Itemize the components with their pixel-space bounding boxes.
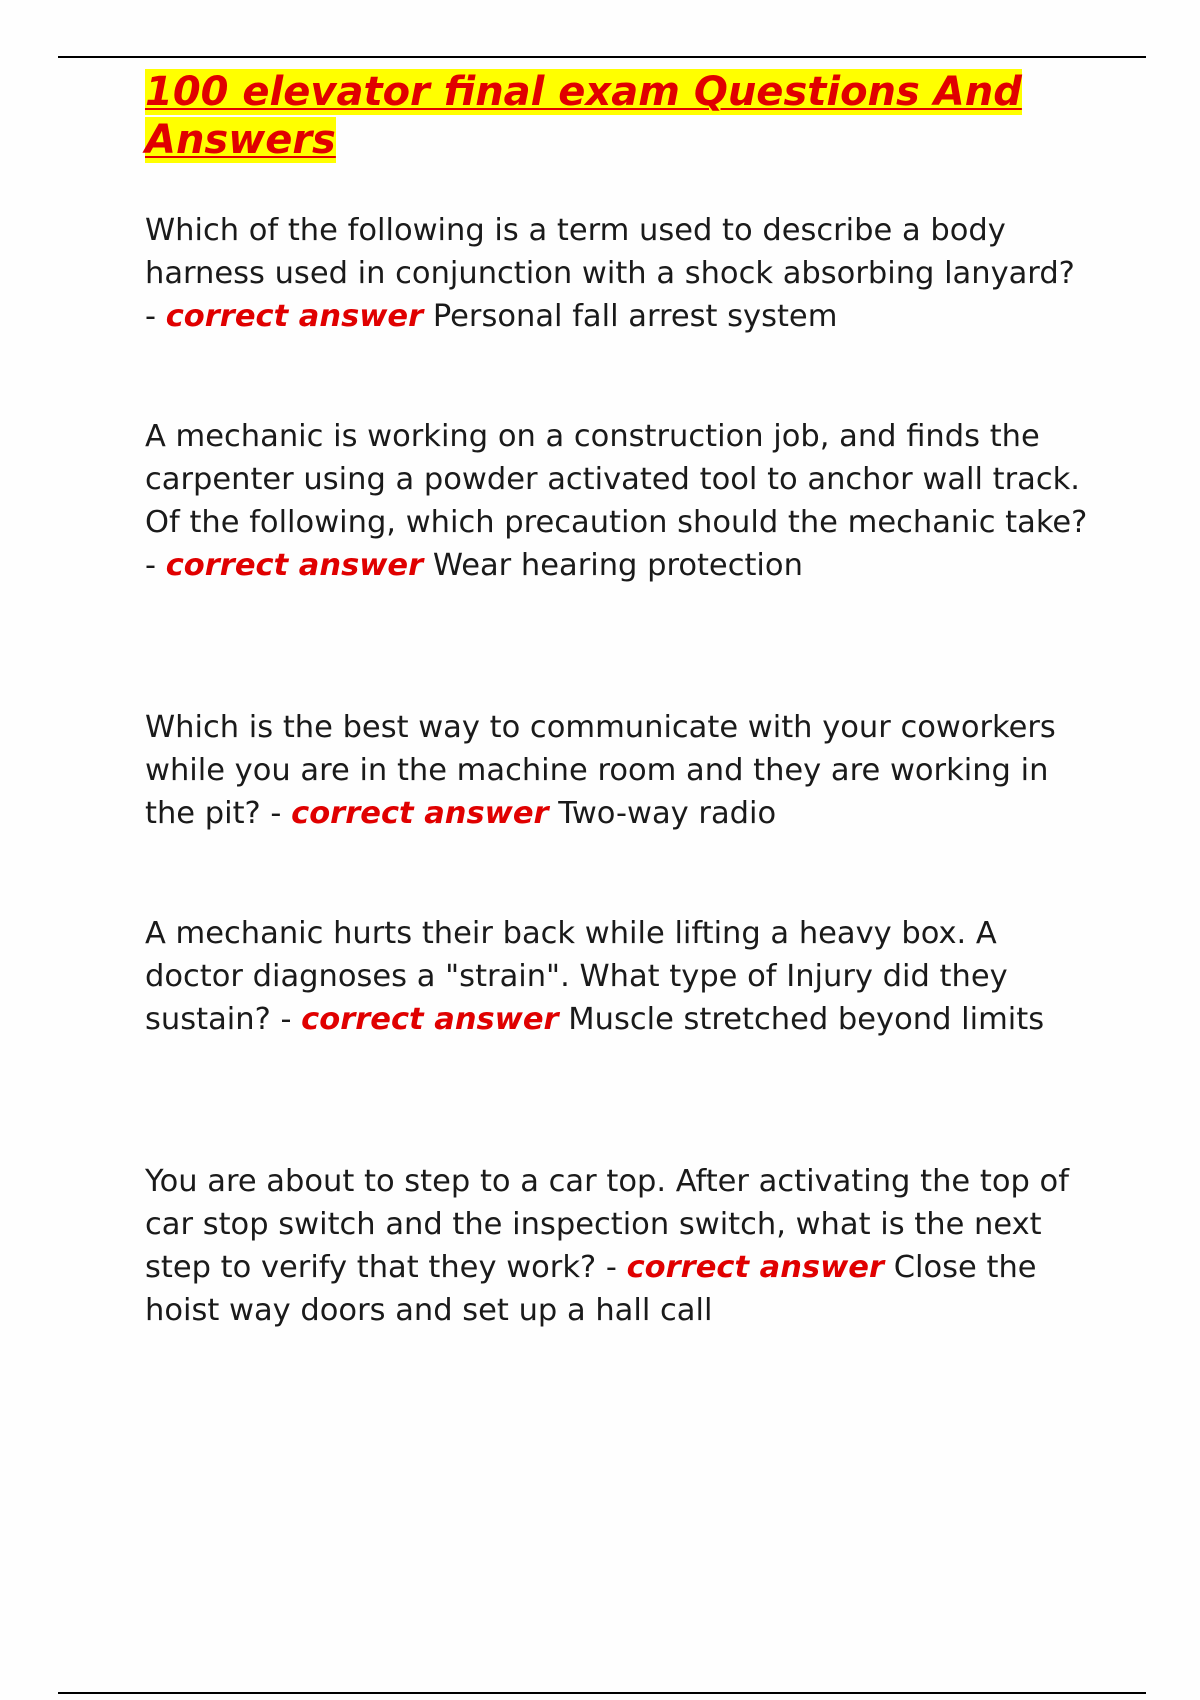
footer-rule <box>58 1692 1146 1694</box>
qa-item-2 <box>145 415 1095 587</box>
answer-text: Wear hearing protection <box>432 548 803 583</box>
answer-text: Muscle stretched beyond limits <box>568 1002 1045 1037</box>
document-title-text: 100 elevator final exam Questions And Answers <box>145 69 1022 163</box>
correct-answer-tag: correct answer <box>291 796 549 831</box>
question-text: A mechanic is working on a construction job, and finds the carpenter using a powder activated tool to anchor wall track. Of the following, which precaution should the mechanic take? - <box>145 419 1088 583</box>
qa-item-4 <box>145 912 1095 1041</box>
question-text: You are about to step to a car top. After activating the top of car stop switch and the inspection switch, what is the next step to verify that they work? - <box>145 1164 1069 1285</box>
qa-item-5 <box>145 1160 1095 1332</box>
correct-answer-tag: correct answer <box>165 548 424 583</box>
correct-answer-tag: correct answer <box>301 1002 559 1037</box>
correct-answer-tag: correct answer <box>165 299 424 334</box>
qa-item-1 <box>145 209 1095 338</box>
correct-answer-tag: correct answer <box>626 1250 885 1285</box>
qa-item-3 <box>145 706 1095 835</box>
answer-text: Personal fall arrest system <box>432 299 838 334</box>
document-title <box>145 68 1065 164</box>
answer-text: Two-way radio <box>558 796 777 831</box>
answer-text: Close the hoist way doors and set up a hall call <box>145 1250 1037 1328</box>
question-text: Which of the following is a term used to describe a body harness used in conjunction with a shock absorbing lanyard? - <box>145 213 1075 334</box>
question-text: Which is the best way to communicate with your coworkers while you are in the machine room and they are working in the pit? - <box>145 710 1056 831</box>
question-text: A mechanic hurts their back while lifting a heavy box. A doctor diagnoses a "strain". What type of Injury did they sustain? - <box>145 916 1008 1037</box>
header-rule <box>58 56 1146 58</box>
